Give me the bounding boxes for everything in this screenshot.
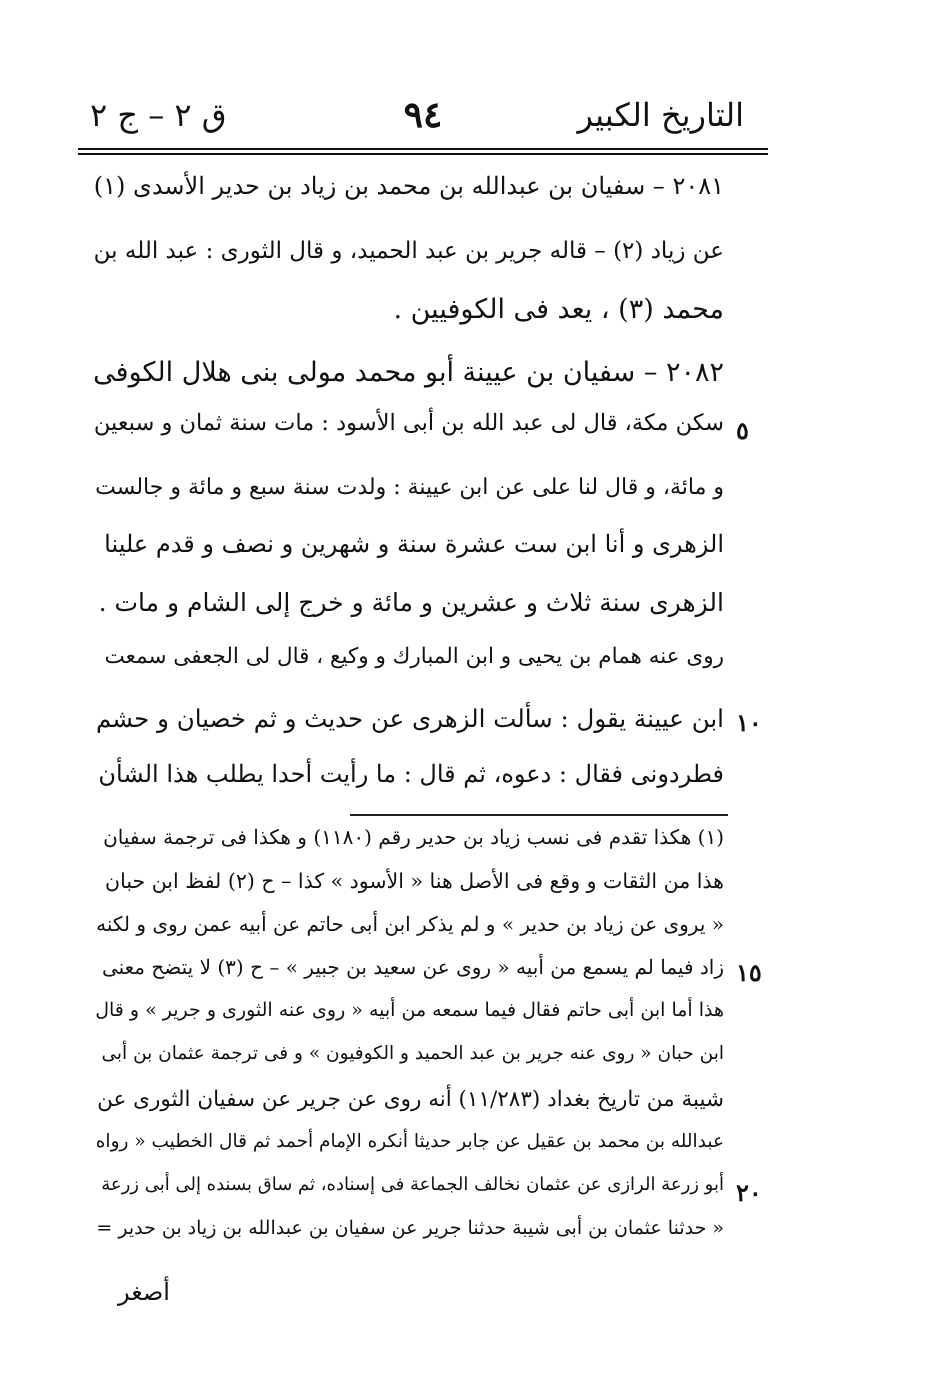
main-line-1: ٢٠٨١ – سفيان بن عبدالله بن محمد بن زياد بن حدير الأسدى (١) — [93, 172, 724, 200]
page-header — [78, 92, 768, 144]
volume-reference: ق ٢ – ج ٢ — [90, 96, 227, 134]
main-line-6: و مائة، و قال لنا على عن ابن عيينة : ولدت سنة سبع و مائة و جالست — [95, 475, 724, 500]
main-line-8: الزهرى سنة ثلاث و عشرين و مائة و خرج إلى الشام و مات . — [98, 588, 724, 617]
main-line-2: عن زياد (٢) – قاله جرير بن عبد الحميد، و قال الثورى : عبد الله بن — [93, 238, 724, 264]
main-line-9: روى عنه همام بن يحيى و ابن المبارك و وكيع ، قال لى الجعفى سمعت — [104, 644, 724, 669]
line-number-5: ٥ — [736, 416, 749, 445]
catchword: أصغر — [118, 1278, 170, 1306]
main-line-11: فطردونى فقال : دعوه، ثم قال : ما رأيت أحدا يطلب هذا الشأن — [98, 760, 724, 788]
line-number-10: ١٠ — [736, 708, 762, 737]
book-title: التاريخ الكبير — [577, 96, 744, 134]
footnote-line-3: « يروى عن زياد بن حدير » و لم يذكر ابن أبى حاتم عن أبيه عمن روى و لكنه — [96, 912, 724, 936]
main-line-10: ابن عيينة يقول : سألت الزهرى عن حديث و ثم خصيان و حشم — [96, 704, 724, 733]
footnote-line-9: أبو زرعة الرازى عن عثمان نخالف الجماعة فى إسناده، ثم ساق بسنده إلى أبى زرعة — [101, 1174, 724, 1195]
footnote-line-7: شيبة من تاريخ بغداد (١١/٢٨٣) أنه روى عن جرير عن سفيان الثورى عن — [97, 1087, 724, 1112]
header-rule-top — [78, 148, 768, 150]
line-number-15: ١٥ — [736, 958, 762, 987]
footnote-line-6: ابن حبان « روى عنه جرير بن عبد الحميد و الكوفيون » و فى ترجمة عثمان بن أبى — [101, 1043, 724, 1064]
footnote-line-8: عبدالله بن محمد بن عقيل عن جابر حديثا أنكره الإمام أحمد ثم قال الخطيب « رواه — [95, 1131, 724, 1152]
main-line-7: الزهرى و أنا ابن ست عشرة سنة و شهرين و نصف و قدم علينا — [104, 530, 724, 558]
footnote-line-4: زاد فيما لم يسمع من أبيه « روى عن سعيد بن جبير » – ح (٣) لا يتضح معنى — [101, 955, 724, 979]
footnote-separator — [350, 814, 728, 816]
footnote-line-1: (١) هكذا تقدم فى نسب زياد بن حدير رقم (١١٨٠) و هكذا فى ترجمة سفيان — [103, 825, 724, 849]
footnote-line-10: « حدثنا عثمان بن أبى شيبة حدثنا جرير عن سفيان بن عبدالله بن زياد بن حدير = — [96, 1217, 724, 1239]
main-line-3: محمد (٣) ، يعد فى الكوفيين . — [393, 294, 724, 325]
header-rule-bottom — [78, 153, 768, 155]
footnote-line-5: هذا أما ابن أبى حاتم فقال فيما سمعه من أبيه « روى عنه الثورى و جرير » و قال — [95, 999, 724, 1021]
footnote-line-2: هذا من الثقات و وقع فى الأصل هنا « الأسود » كذا – ح (٢) لفظ ابن حبان — [105, 869, 724, 893]
main-line-4: ٢٠٨٢ – سفيان بن عيينة أبو محمد مولى بنى هلال الكوفى — [93, 357, 724, 388]
main-line-5: سكن مكة، قال لى عبد الله بن أبى الأسود : مات سنة ثمان و سبعين — [93, 410, 724, 436]
page-number: ٩٤ — [403, 94, 443, 136]
line-number-20: ٢٠ — [736, 1178, 762, 1207]
